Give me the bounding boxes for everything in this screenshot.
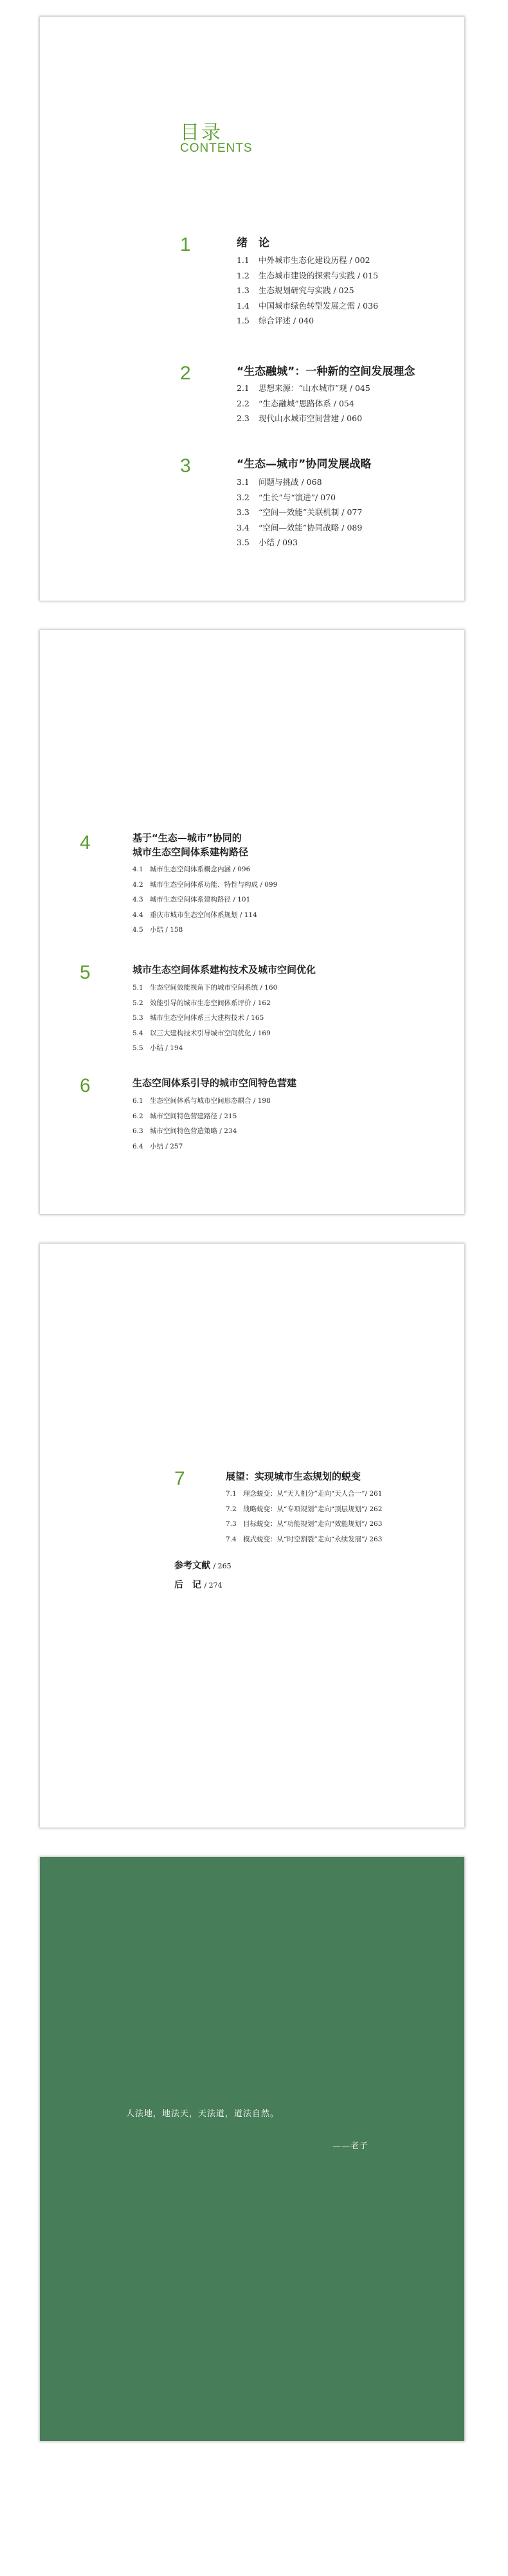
list-item[interactable]: 6.3 城市空间特色营造策略 / 234 — [132, 1127, 237, 1135]
list-item[interactable]: 3.2 “生长”与“演进”/ 070 — [237, 492, 336, 502]
epigraph-author: ——老子 — [332, 2141, 369, 2151]
list-item[interactable]: 3.4 “空间—效能”协同战略 / 089 — [237, 522, 363, 532]
list-item[interactable]: 1.4 中国城市绿色转型发展之需 / 036 — [237, 300, 379, 311]
epigraph-quote: 人法地，地法天，天法道，道法自然。 — [126, 2109, 280, 2119]
list-item[interactable]: 1.2 生态城市建设的探索与实践 / 015 — [237, 270, 379, 280]
chapter-1-title: 绪 论 — [237, 237, 269, 249]
list-item[interactable]: 4.5 小结 / 158 — [132, 926, 183, 934]
list-item[interactable]: 1.3 生态规划研究与实践 / 025 — [237, 286, 354, 295]
toc-subtitle: CONTENTS — [180, 141, 253, 155]
epigraph-page — [40, 1857, 464, 2441]
list-item[interactable]: 7.3 目标蜕变：从“功能规划”走向“效能规划”/ 263 — [226, 1520, 383, 1528]
list-item[interactable]: 4.4 重庆市城市生态空间体系规划 / 114 — [132, 911, 257, 919]
chapter-4-number: 4 — [80, 832, 91, 853]
list-item[interactable]: 5.5 小结 / 194 — [132, 1044, 183, 1052]
list-item[interactable]: 6.4 小结 / 257 — [132, 1142, 183, 1150]
toc-page-2 — [40, 630, 464, 1214]
references-entry[interactable]: 参考文献 / 265 — [174, 1561, 231, 1571]
chapter-2-number: 2 — [180, 363, 191, 384]
chapter-4-title: 基于“生态—城市”协同的 城市生态空间体系建构路径 — [132, 832, 249, 858]
chapter-1-number: 1 — [180, 234, 191, 255]
chapter-2-title: “生态融城”：一种新的空间发展理念 — [237, 365, 415, 378]
list-item[interactable]: 2.1 思想来源：“山水城市”观 / 045 — [237, 383, 370, 393]
chapter-5-title: 城市生态空间体系建构技术及城市空间优化 — [132, 964, 316, 975]
list-item[interactable]: 5.2 效能引导的城市生态空间体系评价 / 162 — [132, 999, 271, 1007]
chapter-7-title: 展望：实现城市生态规划的蜕变 — [226, 1471, 361, 1482]
list-item[interactable]: 7.2 战略蜕变：从“专项规划”走向“顶层规划”/ 262 — [226, 1505, 383, 1513]
list-item[interactable]: 2.3 现代山水城市空间营建 / 060 — [237, 413, 363, 423]
toc-page-3 — [40, 1244, 464, 1828]
list-item[interactable]: 1.5 综合评述 / 040 — [237, 316, 314, 325]
chapter-5-items — [132, 981, 277, 1057]
list-item[interactable]: 1.1 中外城市生态化建设历程 / 002 — [237, 255, 370, 265]
list-item[interactable]: 5.4 以三大建构技术引导城市空间优化 / 169 — [132, 1029, 271, 1037]
chapter-7-items — [226, 1487, 382, 1547]
chapter-1-items — [237, 253, 378, 329]
chapter-6-number: 6 — [80, 1075, 91, 1096]
list-item[interactable]: 4.2 城市生态空间体系功能、特性与构成 / 099 — [132, 880, 278, 889]
list-item[interactable]: 4.1 城市生态空间体系概念内涵 / 096 — [132, 866, 251, 873]
chapter-3-title: “生态—城市”协同发展战略 — [237, 458, 372, 471]
chapter-7-number: 7 — [174, 1468, 185, 1489]
list-item[interactable]: 7.1 理念蜕变：从“天人相分”走向“天人合一”/ 261 — [226, 1490, 383, 1498]
list-item[interactable]: 5.3 城市生态空间体系三大建构技术 / 165 — [132, 1014, 264, 1022]
list-item[interactable]: 3.1 问题与挑战 / 068 — [237, 477, 322, 487]
list-item[interactable]: 4.3 城市生态空间体系建构路径 / 101 — [132, 896, 251, 903]
chapter-4-items — [132, 862, 277, 938]
list-item[interactable]: 3.3 “空间—效能”关联机制 / 077 — [237, 507, 363, 517]
toc-title: 目录 — [180, 122, 222, 144]
list-item[interactable]: 3.5 小结 / 093 — [237, 538, 298, 547]
list-item[interactable]: 2.2 “生态融城”思路体系 / 054 — [237, 398, 354, 408]
chapter-6-items — [132, 1094, 271, 1154]
chapter-5-number: 5 — [80, 962, 91, 983]
list-item[interactable]: 7.4 模式蜕变：从“时空割裂”走向“永续发展”/ 263 — [226, 1535, 383, 1543]
chapter-3-items — [237, 475, 362, 550]
list-item[interactable]: 6.1 生态空间体系与城市空间形态耦合 / 198 — [132, 1097, 271, 1105]
list-item[interactable]: 5.1 生态空间效能视角下的城市空间系统 / 160 — [132, 984, 278, 992]
chapter-6-title: 生态空间体系引导的城市空间特色营建 — [132, 1077, 297, 1089]
afterword-entry[interactable]: 后 记 / 274 — [174, 1580, 222, 1590]
list-item[interactable]: 6.2 城市空间特色营建路径 / 215 — [132, 1112, 237, 1120]
chapter-3-number: 3 — [180, 455, 191, 476]
chapter-2-items — [237, 381, 370, 426]
toc-page-1 — [40, 17, 464, 601]
